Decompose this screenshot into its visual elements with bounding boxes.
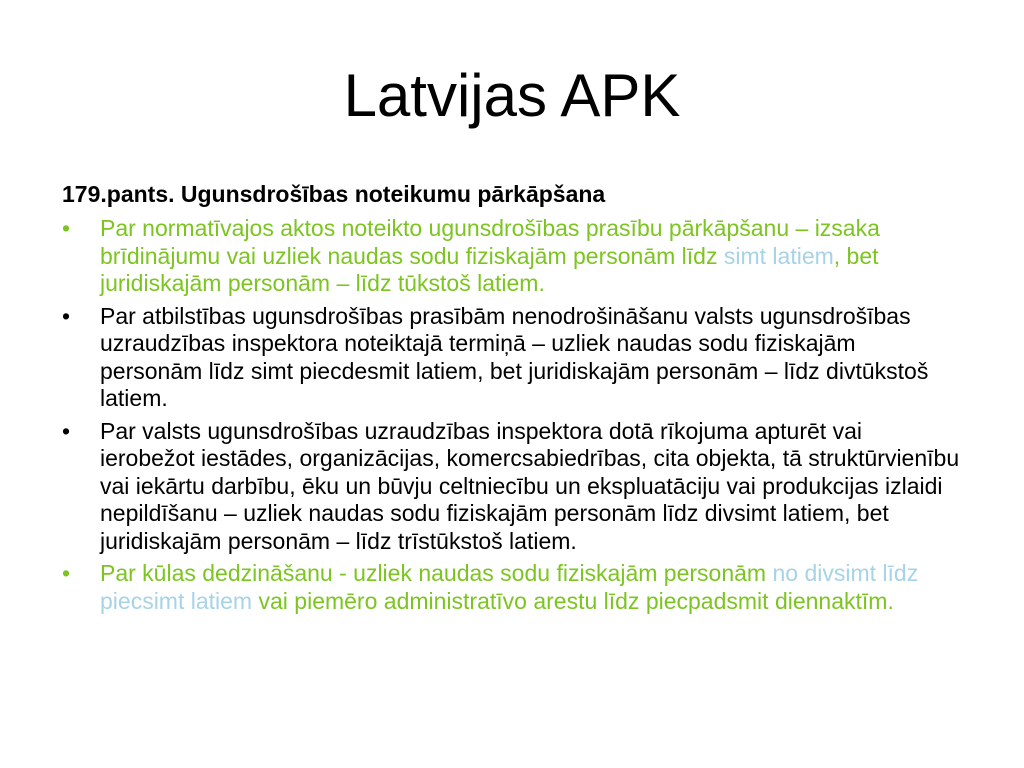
highlighted-amount: no divsimt līdz piecsimt latiem: [100, 560, 919, 614]
bullet-text-part: vai piemēro administratīvo arestu līdz piecpadsmit diennaktīm.: [252, 587, 894, 614]
bullet-icon: •: [62, 417, 71, 444]
list-item-grass-burning: [62, 560, 962, 615]
highlighted-amount: simt latiem: [723, 242, 834, 269]
bullet-text-part: , bet juridiskajām personām – līdz tūkstoš latiem.: [100, 242, 879, 296]
bullet-text-part: Par normatīvajos aktos noteikto ugunsdrošības prasību pārkāpšanu – izsaka brīdinājumu vai uzliek naudas sodu fiziskajām personām līdz: [100, 215, 880, 269]
bullet-text-part: Par kūlas dedzināšanu - uzliek naudas sodu fiziskajām personām: [100, 560, 773, 586]
bullet-text: Par atbilstības ugunsdrošības prasībām nenodrošināšanu valsts ugunsdrošības uzraudzības inspektora noteiktajā termiņā – uzliek naudas sodu fiziskajām personām līdz simt piecdesmit latiem, bet juridiskajām personām – līdz divtūkstoš latiem.: [100, 302, 929, 411]
slide-title: Latvijas APK: [343, 62, 681, 129]
list-item-non-compliance: [62, 303, 962, 413]
list-item-fire-safety-violation: [62, 215, 962, 298]
bullet-icon: •: [62, 560, 71, 586]
bullet-list: [62, 215, 962, 620]
bullet-text: Par valsts ugunsdrošības uzraudzības inspektora dotā rīkojuma apturēt vai ierobežot iestādes, organizācijas, komercsabiedrības, cita objekta, tā struktūrvienību vai iekārtu darbību, ēku un būvju celtniecību un ekspluatāciju vai produkcijas izlaidi nepildīšanu – uzliek naudas sodu fiziskajām personām līdz divsimt latiem, bet juridiskajām personām – līdz trīstūkstoš latiem.: [100, 417, 960, 554]
bullet-icon: •: [62, 215, 71, 241]
list-item-order-non-fulfilment: [62, 418, 962, 556]
article-heading: 179.pants. Ugunsdrošības noteikumu pārkāpšana: [62, 181, 606, 207]
bullet-icon: •: [62, 302, 71, 329]
